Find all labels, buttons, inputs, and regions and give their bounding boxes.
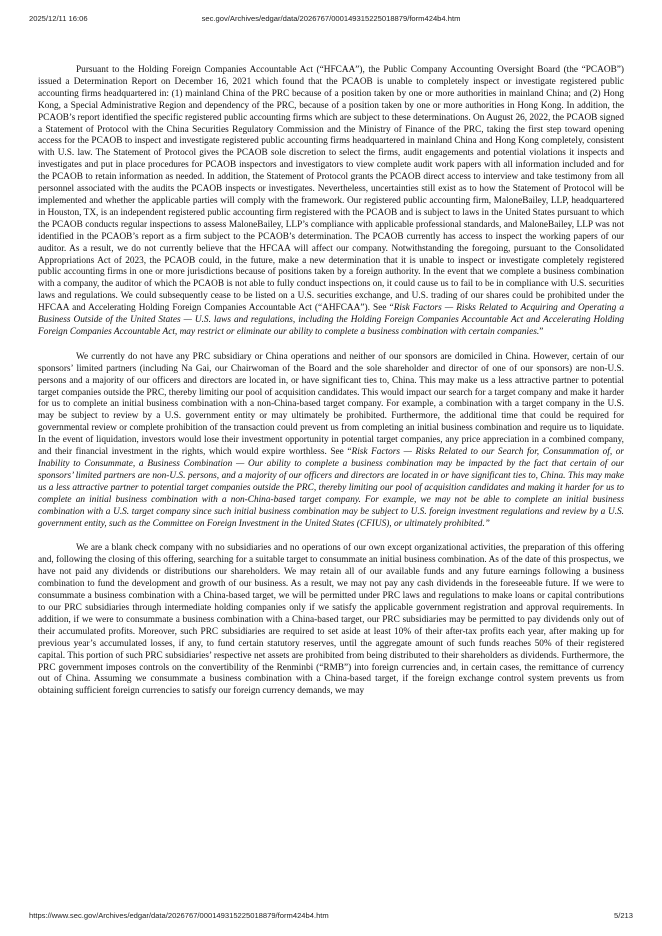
paragraph-hfcaa — [38, 65, 624, 339]
paragraph-text: Pursuant to the Holding Foreign Companies Accountable Act (“HFCAA”), the Public Company Accounting Oversight Board (the “PCAOB”) issued a Determination Report on December 16, 2021 which found that the PCAOB is unable to completely inspect or investigate registered public accounting firms headquartered in: (1) mainland China of the PRC because of a position taken by one or more authorities in mainland China; and (2) Hong Kong, a Special Administrative Region and dependency of the PRC, because of a position taken by one or more authorities in Hong Kong. In addition, the PCAOB’s report identified the specific registered public accounting firms which are subject to these determinations. On August 26, 2022, the PCAOB signed a Statement of Protocol with the China Securities Regulatory Commission and the Ministry of Finance of the PRC, taking the first step toward opening access for the PCAOB to inspect and investigate registered public accounting firms headquartered in mainland China and Hong Kong completely, consistent with U.S. law. The Statement of Protocol gives the PCAOB sole discretion to select the firms, audit engagements and potential violations it inspects and investigates and put in place procedures for PCAOB inspectors and investigators to view complete audit work papers with all information included and for the PCAOB to retain information as needed. In addition, the Statement of Protocol grants the PCAOB direct access to interview and take testimony from all personnel associated with the audits the PCAOB inspects or investigates. Nevertheless, uncertainties still exist as to how the Statement of Protocol will be implemented and whether the applicable parties will comply with the framework. Our registered public accounting firm, MaloneBailey, LLP, headquartered in Houston, TX, is an independent registered public accounting firm registered with the PCAOB and is subject to laws in the United States pursuant to which the PCAOB conducts regular inspections to assess MaloneBailey, LLP’s compliance with applicable professional standards, and MaloneBailey, LLP was not identified in the PCAOB’s report as a firm subject to the PCAOB’s determination. The PCAOB currently has access to inspect the working papers of our auditor. As a result, we do not currently believe that the HFCAA will affect our company. Notwithstanding the foregoing, pursuant to the Consolidated Appropriations Act of 2023, the PCAOB could, in the future, make a new determination that it is unable to inspect or investigate completely registered public accounting firms in one or more jurisdictions because of positions taken by a foreign authority. In the event that we complete a business combination with a company, the auditor of which the PCAOB is not able to fully conduct inspections on, it could cause us to fail to be in compliance with U.S. securities laws and regulations. We could subsequently cease to be listed on a U.S. securities exchange, and U.S. trading of our shares could be prohibited under the HFCAA and Accelerating Holding Foreign Companies Accountable Act (“AHFCAA”). See “ — [38, 65, 624, 314]
paragraph-tail: ” — [539, 326, 544, 337]
print-header — [29, 5, 633, 23]
print-datetime: 2025/12/11 16:06 — [29, 14, 88, 23]
paragraph-text: We currently do not have any PRC subsidiary or China operations and neither of our sponsors are domiciled in China. However, certain of our sponsors’ limited partners (including Na Gai, our Chairwoman of the Board and the sole shareholder and director of one of our sponsors) are non-U.S. persons and a majority of our officers and directors are located in, or have significant ties to, China. This may make us a less attractive partner to potential target companies outside the PRC, thereby limiting our pool of acquisition candidates. This would impact our search for a target company and make it harder for us to complete an initial business combination with a non-China-based target company. For example, a combination with a target company in the U.S. may be subject to review by a U.S. government entity or may ultimately be prohibited. Furthermore, the additional time that could be required for governmental review or complete prohibition of the transaction could prevent us from completing an initial business combination and require us to liquidate. In the event of liquidation, investors would lose their investment opportunity in potential target companies, any price appreciation in a combined company, and their financial investment in the rights, which would expire worthless. See “ — [38, 351, 624, 458]
paragraph-blank-check — [38, 543, 624, 743]
print-footer-url: https://www.sec.gov/Archives/edgar/data/2026767/000149315225018879/form424b4.htm — [29, 911, 329, 920]
print-page-title: sec.gov/Archives/edgar/data/2026767/000149315225018879/form424b4.htm — [201, 14, 461, 23]
risk-factor-reference: Risk Factors — Risks Related to our Search for, Consummation of, or Inability to Consummate, a Business Combination — Our ability to complete a business combination may be impacted by the fact that certain of our sponsors’ limited partners are non-U.S. persons, and a majority of our officers and directors are located in or have significant ties to, China. This may make us a less attractive partner to potential target companies outside the PRC, thereby limiting our pool of acquisition candidates and making it harder for us to complete an initial business combination with a non-China-based target company. For example, we may not be able to complete an initial business combination with a U.S. target company since such initial business combination may be subject to U.S. foreign investment regulations and review by a U.S. government entity, such as the Committee on Foreign Investment in the United States (CFIUS), or ultimately prohibited.” — [38, 447, 624, 529]
paragraph-text: We are a blank check company with no subsidiaries and no operations of our own except organizational activities, the preparation of this offering and, following the closing of this offering, searching for a suitable target to consummate an initial business combination. As of the date of this prospectus, we have not paid any dividends or distributions our shareholders. We may retain all of our available funds and any future earnings following a business combination to fund the development and growth of our business. As a result, we may not pay any cash dividends in the foreseeable future. If we were to consummate a business combination with a China-based target, we will be permitted under PRC laws and regulations to make loans or capital contributions to our PRC subsidiaries through intermediate holding companies only if we satisfy the applicable government registration and approval requirements. In addition, if we were to consummate a business combination with a China-based target, our PRC subsidiaries may be permitted to pay dividends only out of their accumulated profits. Moreover, such PRC subsidiaries are required to set aside at least 10% of their after-tax profits each year, after making up for previous year’s accumulated losses, if any, to fund certain statutory reserves, until the aggregate amount of such funds reaches 50% of their registered capital. This portion of such PRC subsidiaries’ respective net assets are prohibited from being distributed to their shareholders as dividends. Furthermore, the PRC government imposes controls on the convertibility of the Renminbi (“RMB”) into foreign currencies and, in certain cases, the remittance of currency out of China. Assuming we consummate a business combination with a China-based target, if the foreign exchange control system prevents us from obtaining sufficient foreign currencies to satisfy our foreign currency demands, we may — [38, 543, 624, 697]
print-page-number: 5/213 — [613, 911, 633, 920]
paragraph-prc-ties — [38, 352, 624, 531]
document-body — [38, 65, 624, 743]
risk-factor-reference: Risk Factors — Risks Related to Acquiring and Operating a Business Outside of the United States — U.S. laws and regulations, including the Holding Foreign Companies Accountable Act and Accelerating Holding Foreign Companies Accountable Act, may restrict or eliminate our ability to complete a business combination with certain companies. — [38, 303, 624, 337]
print-footer — [29, 911, 633, 923]
